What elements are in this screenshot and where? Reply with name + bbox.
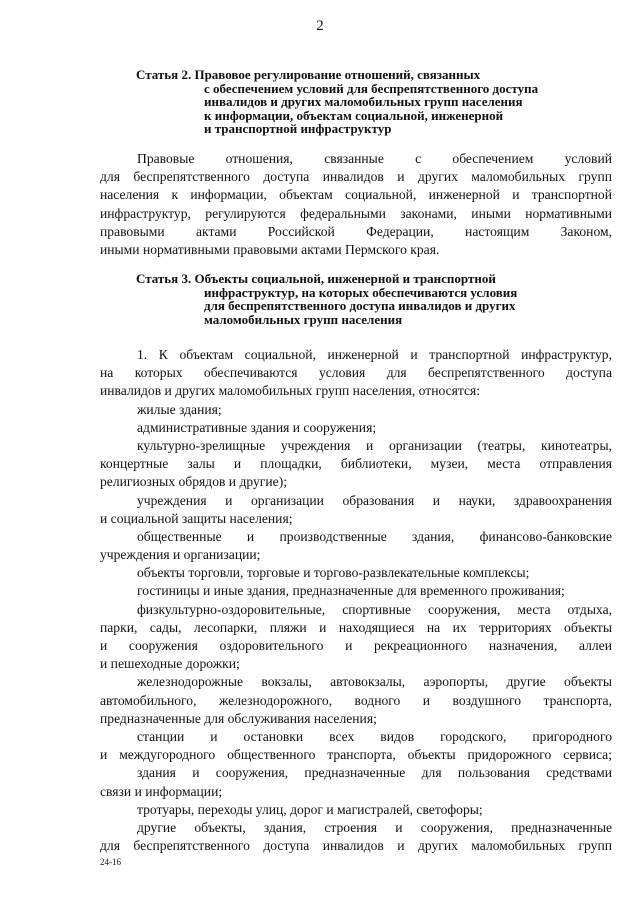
list-item: тротуары, переходы улиц, дорог и магистралей, светофоры;	[137, 801, 483, 817]
list-item-continuation: парки, сады, лесопарки, пляжи и находящиеся на их территориях объекты	[100, 619, 612, 635]
heading-line: с обеспечением условий для беспрепятственного доступа	[204, 80, 539, 96]
list-item: станции и остановки всех видов городского, пригородного	[137, 728, 612, 744]
paragraph-line: правовыми актами Российской Федерации, настоящим Законом,	[100, 223, 612, 239]
list-item: учреждения и организации образования и науки, здравоохранения	[137, 492, 612, 508]
body-line: 1. К объектам социальной, инженерной и транспортной инфраструктур,	[137, 347, 612, 362]
list-item-continuation: предназначенные для обслуживания населения;	[100, 710, 377, 726]
list-item: здания и сооружения, предназначенные для пользования средствами	[137, 765, 612, 781]
paragraph-line: Правовые отношения, связанные с обеспечением условий	[137, 151, 612, 166]
heading-line: инвалидов и других маломобильных групп населения	[204, 94, 523, 109]
page-number: 2	[316, 18, 324, 34]
list-item: культурно-зрелищные учреждения и организации (театры, кинотеатры,	[137, 437, 612, 453]
list-item-continuation: и сооружения оздоровительного и рекреационного назначения, аллеи	[100, 638, 612, 653]
heading-line: инфраструктур, на которых обеспечиваются условия	[204, 284, 518, 300]
list-item-continuation: концертные залы и площадки, библиотеки, музеи, места отправления	[100, 456, 612, 472]
list-item: жилые здания;	[137, 401, 222, 417]
body-line: инвалидов и других маломобильных групп населения, относятся:	[100, 383, 481, 399]
list-item-continuation: религиозных обрядов и другие);	[100, 474, 287, 490]
list-item-continuation: и пешеходные дорожки;	[100, 656, 240, 672]
list-item-continuation: связи и информации;	[100, 783, 223, 799]
heading-line: к информации, объектам социальной, инженерной	[204, 107, 504, 123]
list-item: гостиницы и иные здания, предназначенные для временного проживания;	[137, 583, 565, 599]
list-item: другие объекты, здания, строения и сооружения, предназначенные	[137, 819, 612, 835]
paragraph-line: инфраструктур, регулируются федеральными законами, иными нормативными	[100, 205, 612, 221]
list-item-continuation: автомобильного, железнодорожного, водного и воздушного транспорта,	[100, 692, 612, 708]
list-item: административные здания и сооружения;	[137, 419, 377, 435]
list-item: физкультурно-оздоровительные, спортивные сооружения, места отдыха,	[137, 601, 612, 617]
paragraph-line: населения к информации, объектам социальной, инженерной и транспортной	[100, 187, 612, 203]
list-item-continuation: и социальной защиты населения;	[100, 510, 293, 526]
heading-line: и транспортной инфраструктур	[204, 121, 392, 136]
article-2-heading	[136, 68, 586, 136]
article-3-heading	[136, 272, 586, 326]
heading-line: для беспрепятственного доступа инвалидов и других	[204, 298, 516, 313]
list-item: общественные и производственные здания, финансово-банковские	[137, 528, 612, 544]
paragraph-line: иными нормативными правовыми актами Пермского края.	[100, 241, 440, 257]
list-item-continuation: для беспрепятственного доступа инвалидов и других маломобильных групп	[100, 838, 612, 854]
article-2-paragraph	[100, 150, 612, 259]
heading-line: маломобильных групп населения	[204, 311, 403, 327]
body-line: на которых обеспечиваются условия для беспрепятственного доступа	[100, 365, 612, 381]
heading-line: Статья 2. Правовое регулирование отношений, связанных	[136, 67, 481, 82]
footer-code: 24-16	[100, 857, 121, 867]
article-3-body	[100, 346, 612, 855]
heading-line: Статья 3. Объекты социальной, инженерной и транспортной	[136, 271, 496, 286]
list-item: железнодорожные вокзалы, автовокзалы, аэропорты, другие объекты	[137, 674, 612, 690]
paragraph-line: для беспрепятственного доступа инвалидов и других маломобильных групп	[100, 169, 612, 185]
list-item-continuation: и междугородного общественного транспорта, объекты придорожного сервиса;	[100, 747, 612, 763]
list-item-continuation: учреждения и организации;	[100, 547, 261, 563]
list-item: объекты торговли, торговые и торгово-развлекательные комплексы;	[137, 565, 530, 581]
